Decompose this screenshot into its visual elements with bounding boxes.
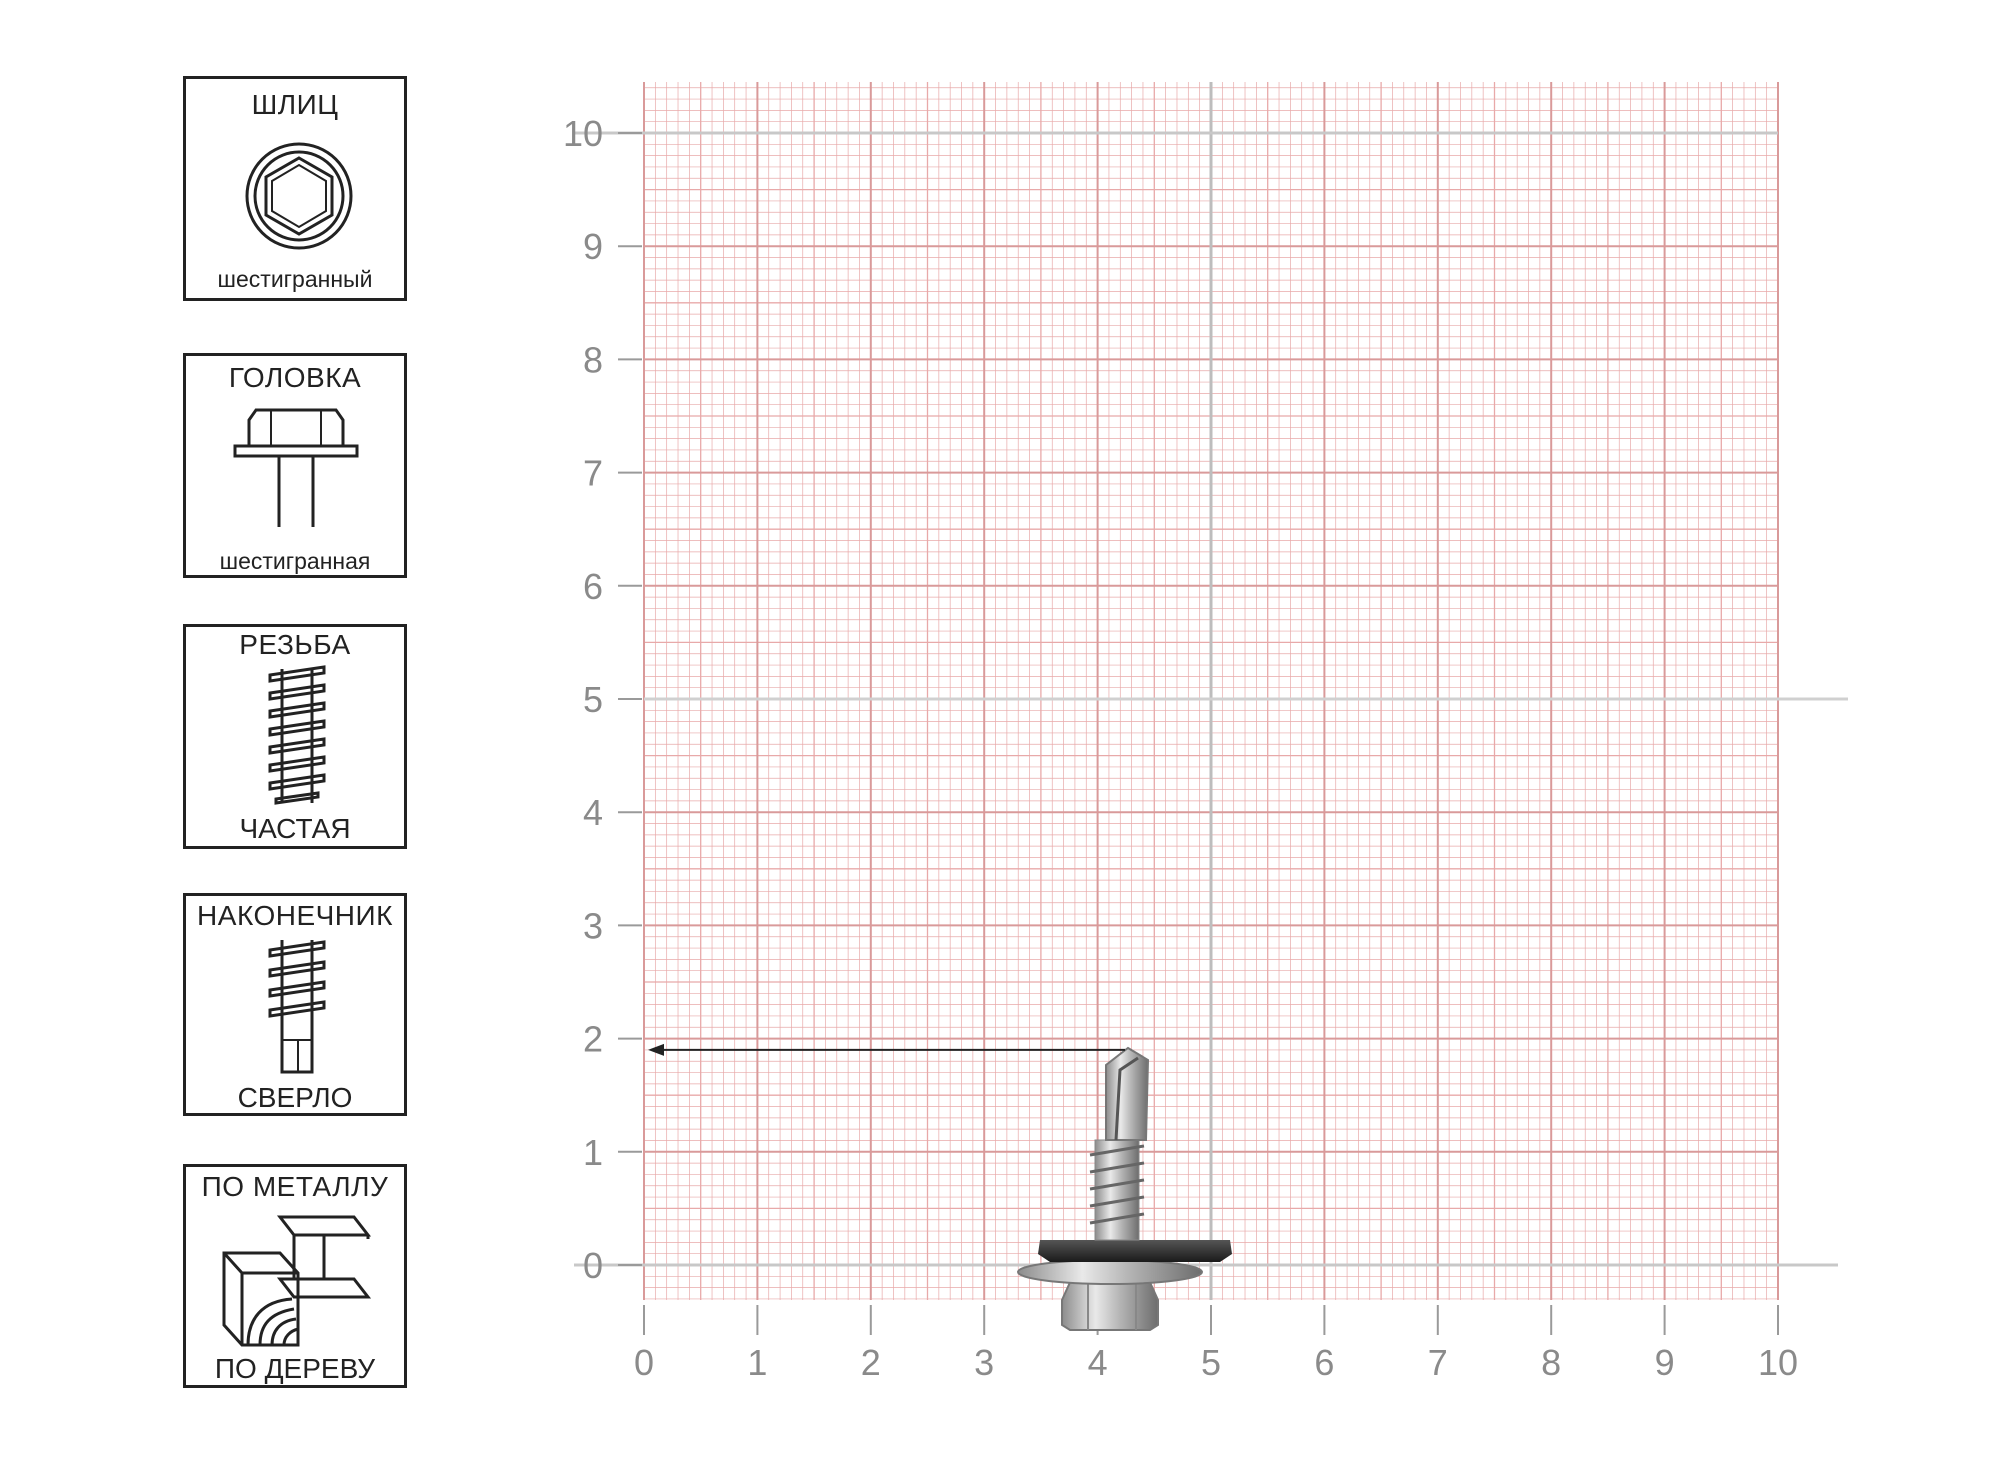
material-title: ПО МЕТАЛЛУ bbox=[201, 1171, 389, 1202]
y-tick-label: 2 bbox=[582, 1018, 603, 1060]
x-tick-label: 3 bbox=[974, 1342, 995, 1383]
slot-title: ШЛИЦ bbox=[251, 89, 339, 120]
axes bbox=[574, 82, 1848, 1335]
y-tick-label: 4 bbox=[582, 792, 603, 834]
head-title: ГОЛОВКА bbox=[228, 362, 362, 393]
x-tick-label: 0 bbox=[633, 1342, 655, 1383]
y-tick-label: 10 bbox=[562, 113, 603, 154]
head-value: шестигранная bbox=[219, 548, 371, 574]
x-tick-label: 2 bbox=[860, 1342, 881, 1383]
y-tick-label: 6 bbox=[582, 565, 603, 607]
y-axis-labels bbox=[563, 113, 603, 1286]
arrow-head bbox=[648, 1044, 664, 1056]
slot-value: шестигранный bbox=[217, 266, 373, 292]
y-tick-label: 5 bbox=[582, 679, 603, 720]
tip-value: СВЕРЛО bbox=[237, 1082, 353, 1113]
height-indicator-arrow bbox=[648, 1044, 1125, 1056]
x-tick-label: 6 bbox=[1314, 1342, 1335, 1383]
x-tick-label: 8 bbox=[1541, 1342, 1562, 1383]
thread-title: РЕЗЬБА bbox=[239, 629, 351, 660]
x-axis-labels bbox=[634, 1342, 1798, 1383]
x-tick-label: 4 bbox=[1087, 1342, 1108, 1383]
x-tick-label: 10 bbox=[1757, 1342, 1799, 1383]
y-tick-label: 7 bbox=[582, 452, 603, 494]
y-tick-label: 0 bbox=[582, 1245, 603, 1286]
x-tick-label: 1 bbox=[747, 1342, 768, 1383]
thread-value: ЧАСТАЯ bbox=[239, 813, 351, 844]
x-tick-label: 9 bbox=[1654, 1342, 1675, 1383]
x-tick-label: 5 bbox=[1200, 1342, 1222, 1383]
y-tick-label: 1 bbox=[582, 1131, 603, 1173]
tip-title: НАКОНЕЧНИК bbox=[197, 900, 393, 931]
material-value: ПО ДЕРЕВУ bbox=[214, 1353, 376, 1384]
y-tick-label: 3 bbox=[582, 905, 603, 947]
y-tick-label: 8 bbox=[582, 339, 603, 381]
y-tick-label: 9 bbox=[582, 226, 603, 268]
x-tick-label: 7 bbox=[1427, 1342, 1448, 1383]
